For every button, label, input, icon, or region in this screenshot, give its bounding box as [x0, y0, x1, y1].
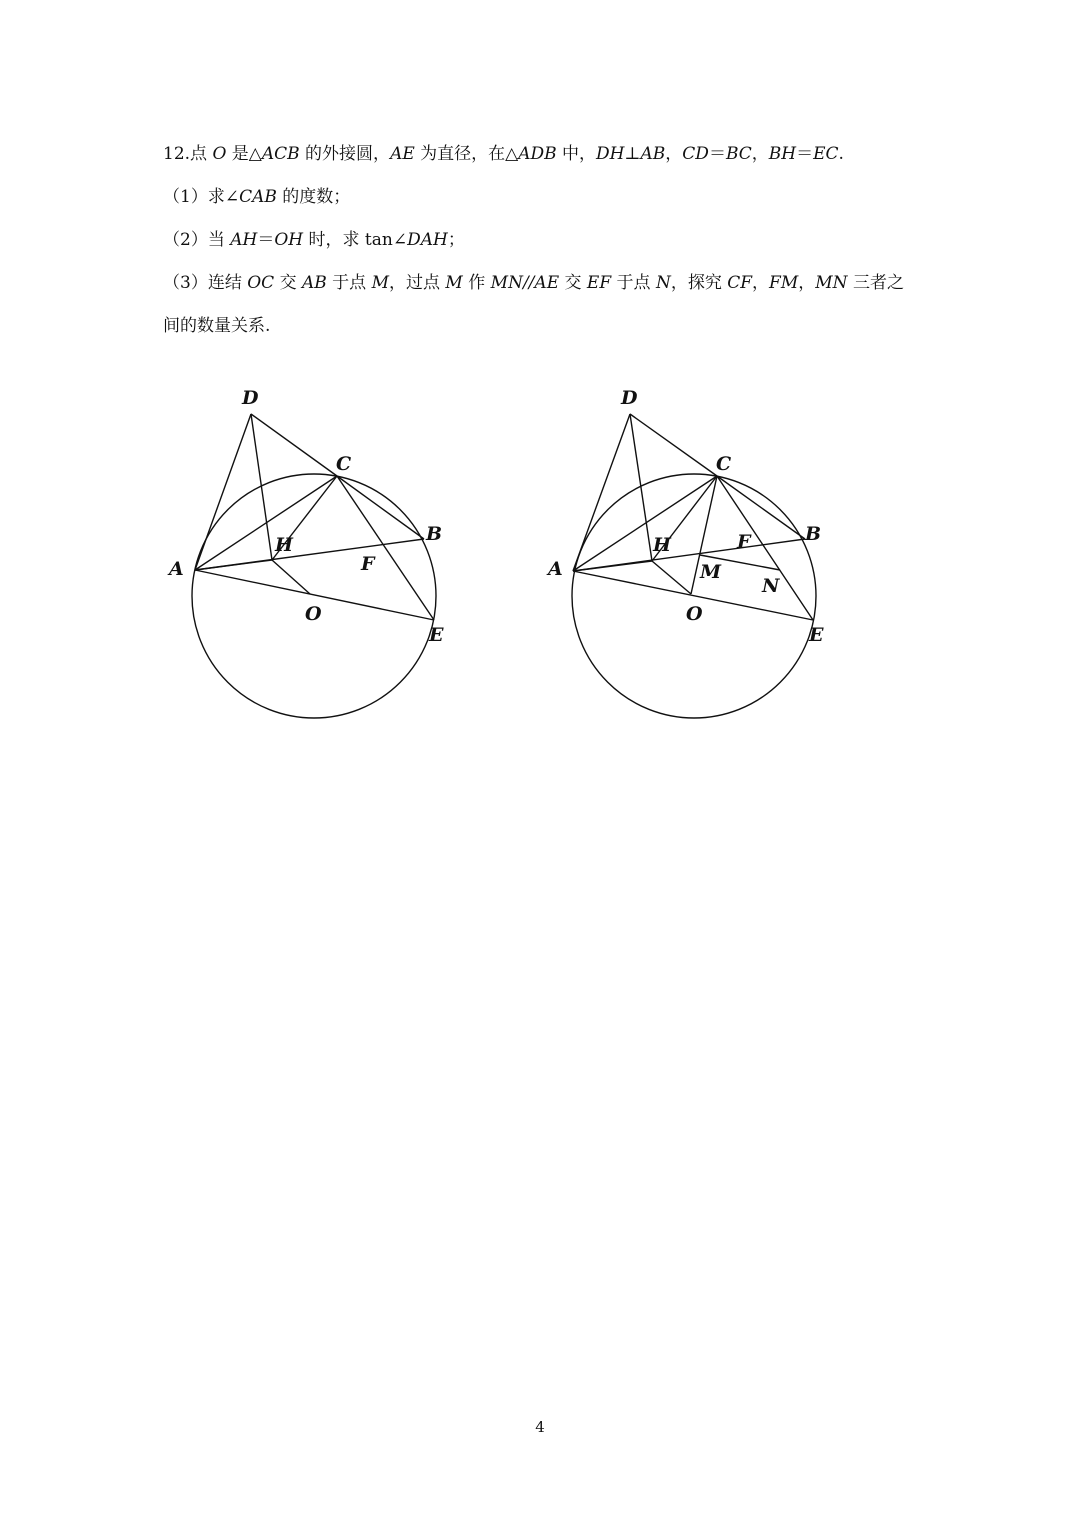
label-A: A [169, 558, 184, 580]
segment-AC [573, 476, 717, 571]
geometry-figure-1 [160, 380, 460, 725]
segment-AD [195, 414, 251, 570]
label-N: N [762, 575, 780, 597]
label-B: B [805, 523, 822, 545]
label-D: D [621, 387, 638, 409]
label-D: D [242, 387, 259, 409]
segment-HO [652, 561, 691, 594]
label-E: E [429, 624, 444, 646]
segment-DC [251, 414, 337, 476]
label-C: C [336, 453, 352, 475]
segment-DH [251, 414, 272, 560]
circumcircle [192, 474, 436, 718]
problem-statement: 12.点 O 是△ACB 的外接圆，AE 为直径，在△ADB 中，DH⊥AB，CD＝BC，BH＝EC. [163, 144, 844, 164]
label-M: M [700, 561, 722, 583]
segment-DC [630, 414, 717, 476]
label-O: O [686, 603, 703, 625]
label-F: F [737, 531, 751, 553]
label-B: B [426, 523, 443, 545]
question-3-continued: 间的数量关系. [163, 316, 271, 336]
question-2: （2）当 AH＝OH 时，求 tan∠DAH； [163, 230, 465, 250]
label-E: E [809, 624, 824, 646]
segment-AH [195, 560, 272, 570]
label-A: A [548, 558, 563, 580]
label-C: C [716, 453, 732, 475]
label-O: O [305, 603, 322, 625]
geometry-figure-2 [540, 380, 840, 725]
segment-AD [573, 414, 630, 571]
figure-1-svg [160, 380, 460, 725]
segment-DH [630, 414, 652, 561]
label-H: H [275, 534, 293, 556]
segment-CB [717, 476, 805, 539]
label-F: F [361, 553, 375, 575]
question-1: （1）求∠CAB 的度数； [163, 187, 351, 207]
segment-CB [337, 476, 424, 539]
figure-2-svg [540, 380, 840, 725]
question-3: （3）连结 OC 交 AB 于点 M，过点 M 作 MN//AE 交 EF 于点 N，探究 CF，FM，MN 三者之 [163, 273, 904, 293]
label-H: H [653, 534, 671, 556]
segment-HO [272, 560, 310, 594]
page-number: 4 [535, 1418, 545, 1436]
